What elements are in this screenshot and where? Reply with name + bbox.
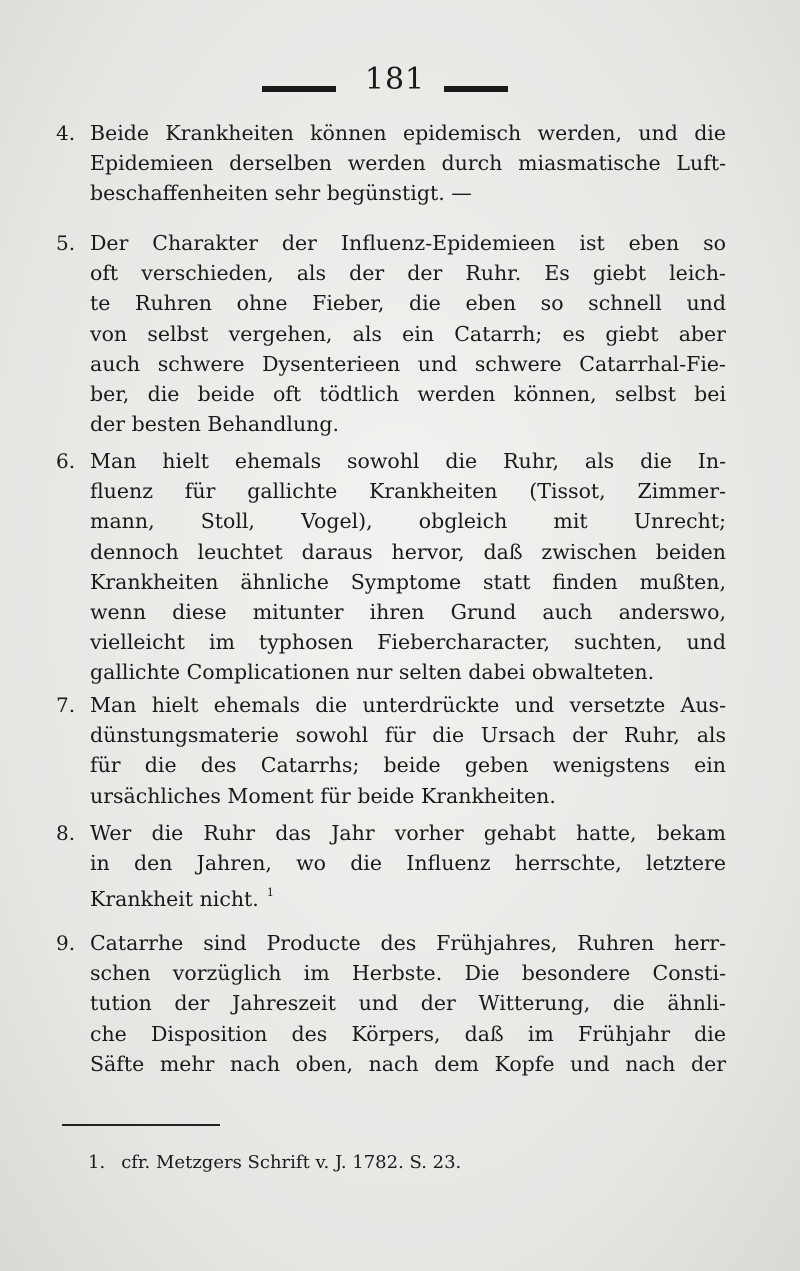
text-line: in den Jahren, wo die Influenz herrschte, letztere (90, 851, 726, 876)
header-rule-right (444, 86, 508, 92)
item-text (90, 228, 726, 439)
page-header (0, 62, 800, 112)
text-line: fluenz für gallichte Krankheiten (Tissot, Zimmer- (90, 479, 726, 504)
text-line: vielleicht im typhosen Fiebercharacter, suchten, und (90, 630, 726, 655)
footnote-number: 1. (88, 1152, 106, 1173)
text-line: für die des Catarrhs; beide geben wenigstens ein (90, 753, 726, 778)
text-line: auch schwere Dysenterieen und schwere Catarrhal-Fie- (90, 351, 726, 376)
list-item-7 (56, 690, 726, 811)
footnote (88, 1150, 688, 1176)
list-item-6 (56, 446, 726, 688)
footnote-ref: 1 (266, 886, 274, 900)
text-line: dennoch leuchtet daraus hervor, daß zwischen beiden (90, 539, 726, 564)
list-item-9 (56, 928, 726, 1079)
text-line: Säfte mehr nach oben, nach dem Kopfe und nach der (90, 1051, 726, 1076)
list-item-8 (56, 818, 726, 915)
text-line: Beide Krankheiten können epidemisch werden, und die (90, 121, 726, 145)
item-number: 8. (56, 821, 76, 845)
item-text (90, 818, 726, 915)
item-number: 5. (56, 231, 76, 255)
item-text (90, 446, 726, 688)
item-text (90, 690, 726, 811)
text-line: gallichte Complicationen nur selten dabei obwalteten. (90, 660, 655, 685)
text-line: Epidemieen derselben werden durch miasmatische Luft- (90, 151, 726, 176)
text-line: Catarrhe sind Producte des Frühjahres, Ruhren herr- (90, 931, 726, 955)
item-text (90, 118, 726, 209)
text-line: oft verschieden, als der der Ruhr. Es giebt leich- (90, 261, 726, 286)
text-line (90, 878, 726, 914)
list-item-5 (56, 228, 726, 439)
text-line: Wer die Ruhr das Jahr vorher gehabt hatte, bekam (90, 821, 726, 845)
list-item-4 (56, 118, 726, 209)
text-line: Krankheiten ähnliche Symptome statt finden mußten, (90, 569, 726, 594)
text-line: Man hielt ehemals sowohl die Ruhr, als die In- (90, 449, 726, 473)
text-line: ursächliches Moment für beide Krankheiten. (90, 783, 556, 808)
header-rule-left (262, 86, 336, 92)
text-line: von selbst vergehen, als ein Catarrh; es giebt aber (90, 321, 726, 346)
text-line: wenn diese mitunter ihren Grund auch anderswo, (90, 600, 726, 625)
text-line: dünstungsmaterie sowohl für die Ursach der Ruhr, als (90, 723, 726, 748)
text-line: tution der Jahreszeit und der Witterung, die ähnli- (90, 991, 726, 1016)
text-line: der besten Behandlung. (90, 412, 339, 437)
item-number: 4. (56, 121, 76, 145)
text-line: Der Charakter der Influenz-Epidemieen ist eben so (90, 231, 726, 255)
text-line: Man hielt ehemals die unterdrückte und versetzte Aus- (90, 693, 726, 717)
item-number: 9. (56, 931, 76, 955)
page-number: 181 (364, 62, 426, 97)
text-line: te Ruhren ohne Fieber, die eben so schnell und (90, 291, 726, 316)
text-line-content: Krankheit nicht. (90, 887, 259, 912)
footnote-divider (62, 1124, 220, 1126)
text-line: ber, die beide oft tödtlich werden können, selbst bei (90, 382, 726, 407)
footnote-text: cfr. Metzgers Schrift v. J. 1782. S. 23. (121, 1152, 462, 1173)
text-line: schen vorzüglich im Herbste. Die besondere Consti- (90, 961, 726, 986)
text-line: beschaffenheiten sehr begünstigt. — (90, 181, 472, 206)
text-line: mann, Stoll, Vogel), obgleich mit Unrecht; (90, 509, 726, 534)
item-number: 7. (56, 693, 76, 717)
item-text (90, 928, 726, 1079)
text-line: che Disposition des Körpers, daß im Frühjahr die (90, 1021, 726, 1046)
item-number: 6. (56, 449, 76, 473)
